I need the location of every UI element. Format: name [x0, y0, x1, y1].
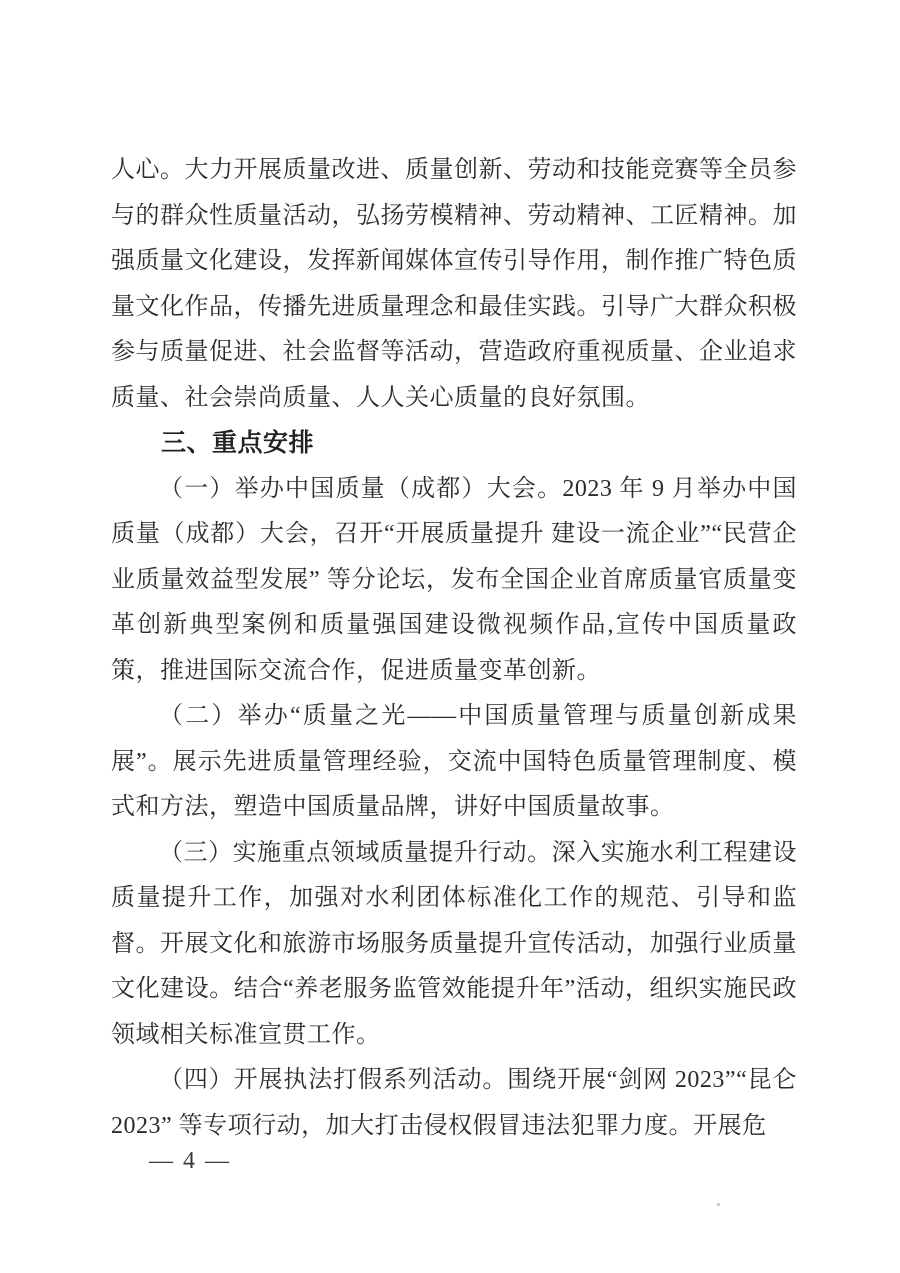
- scan-speck: [717, 1203, 720, 1206]
- document-body: [111, 148, 797, 1149]
- paragraph-item-1: （一）举办中国质量（成都）大会。2023 年 9 月举办中国质量（成都）大会，召开“开展质量提升 建设一流企业”“民营企业质量效益型发展” 等分论坛，发布全国企业首席质量官质量变革创新典型案例和质量强国建设微视频作品,宣传中国质量政策，推进国际交流合作，促进质量变革创新。: [111, 475, 797, 684]
- section-heading: 三、重点安排: [161, 429, 315, 457]
- paragraph-item-3: （三）实施重点领域质量提升行动。深入实施水利工程建设质量提升工作，加强对水利团体标准化工作的规范、引导和监督。开展文化和旅游市场服务质量提升宣传活动，加强行业质量文化建设。结合“养老服务监管效能提升年”活动，组织实施民政领域相关标准宣贯工作。: [111, 839, 797, 1048]
- paragraph-item-4: （四）开展执法打假系列活动。围绕开展“剑网 2023”“昆仑 2023” 等专项行动，加大打击侵权假冒违法犯罪力度。开展危: [111, 1067, 797, 1139]
- paragraph-continuation: 人心。大力开展质量改进、质量创新、劳动和技能竞赛等全员参与的群众性质量活动，弘扬劳模精神、劳动精神、工匠精神。加强质量文化建设，发挥新闻媒体宣传引导作用，制作推广特色质量文化作品，传播先进质量理念和最佳实践。引导广大群众积极参与质量促进、社会监督等活动，营造政府重视质量、企业追求质量、社会崇尚质量、人人关心质量的良好氛围。: [111, 157, 797, 411]
- paragraph-item-2: （二）举办“质量之光——中国质量管理与质量创新成果展”。展示先进质量管理经验，交流中国特色质量管理制度、模式和方法，塑造中国质量品牌，讲好中国质量故事。: [111, 703, 797, 820]
- page-number: — 4 —: [149, 1148, 231, 1174]
